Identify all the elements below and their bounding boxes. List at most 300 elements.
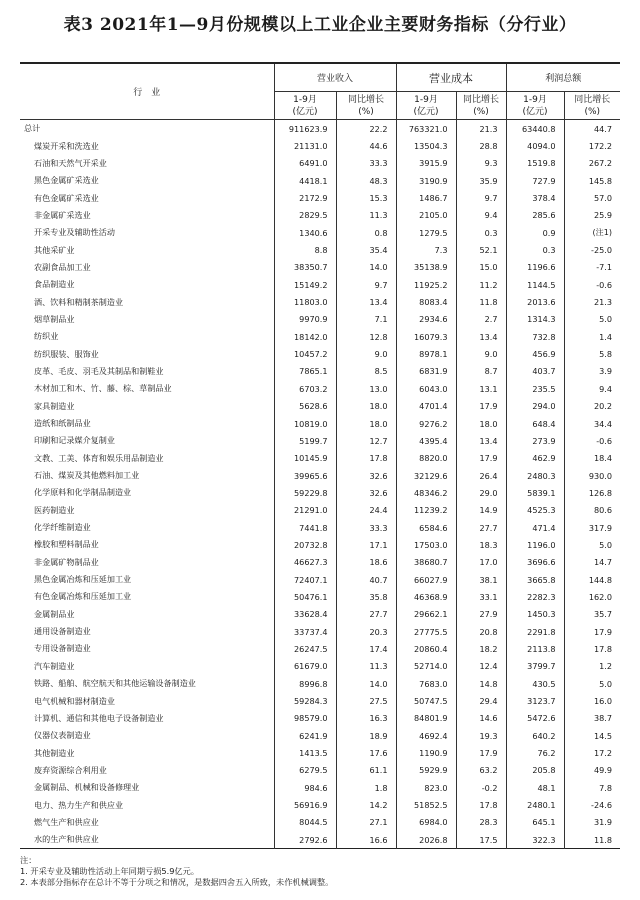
profit-value: 235.5 [506,380,564,397]
cost-value: 50747.5 [396,692,456,709]
cost-growth-value: 27.7 [456,519,506,536]
cost-value: 8978.1 [396,345,456,362]
cost-growth-value: 28.8 [456,137,506,154]
industry-name: 开采专业及辅助性活动 [34,227,115,238]
profit-growth-value: 5.8 [564,345,620,362]
industry-name: 纺织服装、服饰业 [34,348,99,359]
industry-name: 有色金属矿采选业 [34,192,99,203]
profit-value: 3665.8 [506,571,564,588]
revenue-growth-value: 35.8 [336,588,396,605]
profit-growth-value: 16.0 [564,692,620,709]
revenue-value: 61679.0 [274,658,336,675]
table-row [20,606,620,623]
cost-growth-value: 17.0 [456,554,506,571]
profit-growth-value: 21.3 [564,293,620,310]
table-row [20,502,620,519]
table-row [20,710,620,727]
revenue-amount-header: 1-9月 (亿元) [274,92,336,120]
industry-name: 水的生产和供应业 [34,834,99,845]
cost-growth-value: 9.7 [456,189,506,206]
profit-growth-value: 3.9 [564,363,620,380]
revenue-value: 6703.2 [274,380,336,397]
revenue-value: 26247.5 [274,640,336,657]
profit-growth-value: -7.1 [564,259,620,276]
cost-growth-value: 15.0 [456,259,506,276]
industry-column-header: 行 业 [133,88,161,98]
profit-growth-value: -0.6 [564,432,620,449]
table-row [20,796,620,813]
profit-value: 3799.7 [506,658,564,675]
revenue-growth-value: 16.3 [336,710,396,727]
cost-growth-value: 19.3 [456,727,506,744]
cost-growth-value: 18.2 [456,640,506,657]
cost-growth-value: 63.2 [456,762,506,779]
cost-growth-value: 12.4 [456,658,506,675]
profit-growth-value: 20.2 [564,398,620,415]
industry-name: 其他采矿业 [34,244,75,255]
profit-growth-value: 145.8 [564,172,620,189]
cost-value: 2934.6 [396,311,456,328]
profit-growth-value: 25.9 [564,207,620,224]
revenue-value: 46627.3 [274,554,336,571]
revenue-growth-value: 18.6 [336,554,396,571]
table-row [20,519,620,536]
cost-value: 1279.5 [396,224,456,241]
industry-name: 黑色金属矿采选业 [34,175,99,186]
profit-growth-value: 5.0 [564,311,620,328]
industry-name: 废弃资源综合利用业 [34,764,107,775]
industry-name: 皮革、毛皮、羽毛及其制品和制鞋业 [34,365,164,376]
profit-value: 0.3 [506,241,564,258]
cost-value: 48346.2 [396,484,456,501]
revenue-value: 38350.7 [274,259,336,276]
revenue-value: 11803.0 [274,293,336,310]
industry-name: 汽车制造业 [34,660,75,671]
profit-value: 322.3 [506,831,564,849]
revenue-value: 1413.5 [274,744,336,761]
revenue-value: 7441.8 [274,519,336,536]
cost-growth-value: 27.9 [456,606,506,623]
table-row [20,450,620,467]
revenue-value: 1340.6 [274,224,336,241]
revenue-growth-value: 17.4 [336,640,396,657]
table-row [20,363,620,380]
revenue-value: 8.8 [274,241,336,258]
cost-growth-value: 13.4 [456,328,506,345]
revenue-value: 39965.6 [274,467,336,484]
cost-value: 46368.9 [396,588,456,605]
cost-growth-value: 29.0 [456,484,506,501]
industry-name: 专用设备制造业 [34,643,91,654]
cost-growth-value: 17.9 [456,398,506,415]
profit-growth-value: -25.0 [564,241,620,258]
table-row [20,779,620,796]
industry-name: 通用设备制造业 [34,626,91,637]
revenue-value: 59229.8 [274,484,336,501]
revenue-value: 7865.1 [274,363,336,380]
cost-value: 17503.0 [396,536,456,553]
industry-name: 金属制品、机械和设备修理业 [34,782,140,793]
industry-name: 食品制造业 [34,279,75,290]
cost-growth-value: 26.4 [456,467,506,484]
cost-growth-value: 9.0 [456,345,506,362]
profit-value: 1314.3 [506,311,564,328]
profit-growth-value: 17.9 [564,623,620,640]
industry-name: 石油和天然气开采业 [34,157,107,168]
table-row [20,692,620,709]
cost-value: 51852.5 [396,796,456,813]
cost-growth-header: 同比增长 (%) [456,92,506,120]
cost-value: 1190.9 [396,744,456,761]
revenue-value: 5199.7 [274,432,336,449]
table-row [20,137,620,154]
profit-value: 76.2 [506,744,564,761]
cost-growth-value: 0.3 [456,224,506,241]
industry-name: 酒、饮料和精制茶制造业 [34,296,124,307]
cost-value: 7.3 [396,241,456,258]
revenue-growth-value: 17.1 [336,536,396,553]
profit-value: 732.8 [506,328,564,345]
revenue-growth-value: 17.6 [336,744,396,761]
revenue-growth-value: 9.0 [336,345,396,362]
revenue-growth-value: 13.0 [336,380,396,397]
cost-value: 6984.0 [396,814,456,831]
cost-value: 27775.5 [396,623,456,640]
revenue-growth-value: 16.6 [336,831,396,849]
profit-value: 2480.1 [506,796,564,813]
profit-growth-value: 1.2 [564,658,620,675]
cost-value: 32129.6 [396,467,456,484]
table-row [20,536,620,553]
profit-growth-value: 267.2 [564,155,620,172]
profit-group-header: 利润总额 [506,64,620,92]
industry-name: 化学原料和化学制品制造业 [34,487,132,498]
cost-value: 11925.2 [396,276,456,293]
cost-value: 66027.9 [396,571,456,588]
profit-growth-value: 7.8 [564,779,620,796]
profit-value: 727.9 [506,172,564,189]
profit-growth-value: 49.9 [564,762,620,779]
revenue-value: 2829.5 [274,207,336,224]
cost-value: 6831.9 [396,363,456,380]
industry-name: 金属制品业 [34,608,75,619]
industry-name: 烟草制品业 [34,313,75,324]
revenue-growth-value: 18.0 [336,415,396,432]
profit-value: 48.1 [506,779,564,796]
profit-growth-value: 11.8 [564,831,620,849]
profit-growth-value: 317.9 [564,519,620,536]
table-row [20,259,620,276]
table-row [20,658,620,675]
cost-value: 3190.9 [396,172,456,189]
table-row [20,432,620,449]
cost-growth-value: 9.3 [456,155,506,172]
industry-name: 有色金属冶炼和压延加工业 [34,591,132,602]
revenue-growth-value: 14.2 [336,796,396,813]
revenue-value: 4418.1 [274,172,336,189]
profit-value: 403.7 [506,363,564,380]
profit-value: 1519.8 [506,155,564,172]
revenue-value: 72407.1 [274,571,336,588]
cost-growth-value: 13.1 [456,380,506,397]
table-row [20,415,620,432]
cost-growth-value: 13.4 [456,432,506,449]
profit-growth-value: 1.4 [564,328,620,345]
footnotes [20,855,620,888]
cost-growth-value: 11.2 [456,276,506,293]
profit-value: 378.4 [506,189,564,206]
revenue-value: 2792.6 [274,831,336,849]
table-row [20,189,620,206]
profit-growth-value: 162.0 [564,588,620,605]
profit-value: 648.4 [506,415,564,432]
revenue-growth-value: 24.4 [336,502,396,519]
industry-name: 木材加工和木、竹、藤、棕、草制品业 [34,383,172,394]
industry-name: 农副食品加工业 [34,261,91,272]
profit-value: 4094.0 [506,137,564,154]
cost-value: 52714.0 [396,658,456,675]
cost-value: 38680.7 [396,554,456,571]
revenue-growth-value: 33.3 [336,155,396,172]
table-row [20,640,620,657]
profit-growth-value: 5.0 [564,675,620,692]
revenue-value: 21291.0 [274,502,336,519]
table-row [20,380,620,397]
industry-name: 造纸和纸制品业 [34,418,91,429]
table-body [20,120,620,849]
table-row [20,241,620,258]
table-header [20,63,620,120]
cost-value: 5929.9 [396,762,456,779]
table-row [20,588,620,605]
profit-growth-value: 38.7 [564,710,620,727]
profit-growth-value: 5.0 [564,536,620,553]
cost-value: 29662.1 [396,606,456,623]
profit-growth-value: 172.2 [564,137,620,154]
cost-growth-value: 9.4 [456,207,506,224]
profit-growth-header: 同比增长 (%) [564,92,620,120]
cost-value: 16079.3 [396,328,456,345]
profit-value: 471.4 [506,519,564,536]
table-title: 表3 2021年1—9月份规模以上工业企业主要财务指标（分行业） [63,15,577,35]
table-row [20,744,620,761]
table-row [20,467,620,484]
profit-growth-value: 34.4 [564,415,620,432]
table-row [20,814,620,831]
revenue-value: 984.6 [274,779,336,796]
revenue-growth-value: 32.6 [336,467,396,484]
profit-growth-value: 14.5 [564,727,620,744]
profit-growth-value: -24.6 [564,796,620,813]
cost-value: 9276.2 [396,415,456,432]
table-row [20,276,620,293]
cost-growth-value: 17.8 [456,796,506,813]
revenue-growth-value: 48.3 [336,172,396,189]
cost-growth-value: -0.2 [456,779,506,796]
cost-growth-value: 29.4 [456,692,506,709]
profit-value: 63440.8 [506,120,564,137]
profit-value: 0.9 [506,224,564,241]
cost-value: 1486.7 [396,189,456,206]
revenue-value: 6279.5 [274,762,336,779]
industry-name: 石油、煤炭及其他燃料加工业 [34,470,140,481]
revenue-growth-value: 14.0 [336,259,396,276]
cost-value: 3915.9 [396,155,456,172]
revenue-growth-value: 61.1 [336,762,396,779]
revenue-growth-value: 13.4 [336,293,396,310]
profit-value: 5839.1 [506,484,564,501]
profit-growth-value: 80.6 [564,502,620,519]
revenue-growth-value: 9.7 [336,276,396,293]
profit-growth-value: 18.4 [564,450,620,467]
revenue-value: 10145.9 [274,450,336,467]
revenue-value: 8044.5 [274,814,336,831]
table-row [20,311,620,328]
table-row [20,484,620,501]
industry-name: 仪器仪表制造业 [34,730,91,741]
table-row [20,831,620,849]
industry-name: 文教、工美、体育和娱乐用品制造业 [34,452,164,463]
profit-value: 3696.6 [506,554,564,571]
profit-value: 1196.6 [506,259,564,276]
revenue-growth-value: 35.4 [336,241,396,258]
profit-growth-value: (注1) [564,224,620,241]
footnote-2: 2. 本表部分指标存在总计不等于分项之和情况，是数据四舍五入所致，未作机械调整。 [20,877,334,887]
profit-value: 4525.3 [506,502,564,519]
cost-value: 8083.4 [396,293,456,310]
industry-name: 煤炭开采和洗选业 [34,140,99,151]
cost-value: 13504.3 [396,137,456,154]
table-row [20,155,620,172]
industry-name: 化学纤维制造业 [34,522,91,533]
profit-growth-value: -0.6 [564,276,620,293]
revenue-growth-value: 7.1 [336,311,396,328]
profit-growth-value: 57.0 [564,189,620,206]
cost-growth-value: 17.5 [456,831,506,849]
profit-growth-value: 44.7 [564,120,620,137]
revenue-growth-value: 14.0 [336,675,396,692]
cost-value: 35138.9 [396,259,456,276]
revenue-growth-value: 32.6 [336,484,396,501]
cost-growth-value: 14.8 [456,675,506,692]
revenue-value: 98579.0 [274,710,336,727]
cost-value: 2026.8 [396,831,456,849]
revenue-growth-value: 27.1 [336,814,396,831]
cost-value: 4692.4 [396,727,456,744]
revenue-value: 59284.3 [274,692,336,709]
table-row [20,293,620,310]
profit-growth-value: 930.0 [564,467,620,484]
profit-growth-value: 9.4 [564,380,620,397]
revenue-value: 10457.2 [274,345,336,362]
cost-value: 4395.4 [396,432,456,449]
profit-value: 205.8 [506,762,564,779]
industry-name: 电气机械和器材制造业 [34,695,115,706]
revenue-growth-value: 20.3 [336,623,396,640]
cost-value: 6584.6 [396,519,456,536]
revenue-value: 50476.1 [274,588,336,605]
revenue-growth-value: 18.9 [336,727,396,744]
table-row [20,345,620,362]
profit-value: 294.0 [506,398,564,415]
profit-value: 2282.3 [506,588,564,605]
cost-value: 823.0 [396,779,456,796]
table-row [20,224,620,241]
table-row [20,554,620,571]
profit-growth-value: 14.7 [564,554,620,571]
revenue-growth-value: 33.3 [336,519,396,536]
industry-name: 非金属矿采选业 [34,209,91,220]
revenue-value: 6491.0 [274,155,336,172]
total-row [20,120,620,137]
revenue-growth-value: 12.8 [336,328,396,345]
industry-name: 纺织业 [34,331,59,342]
cost-value: 8820.0 [396,450,456,467]
industry-name: 医药制造业 [34,504,75,515]
profit-value: 1196.0 [506,536,564,553]
industry-name: 总计 [24,123,41,134]
table-row [20,762,620,779]
revenue-growth-value: 11.3 [336,658,396,675]
industry-name: 燃气生产和供应业 [34,816,99,827]
revenue-growth-value: 44.6 [336,137,396,154]
table-row [20,328,620,345]
footnote-1: 1. 开采专业及辅助性活动上年同期亏损5.9亿元。 [20,866,199,876]
revenue-growth-value: 40.7 [336,571,396,588]
revenue-growth-value: 0.8 [336,224,396,241]
cost-growth-value: 18.0 [456,415,506,432]
industry-name: 电力、热力生产和供应业 [34,799,124,810]
revenue-value: 2172.9 [274,189,336,206]
revenue-growth-value: 15.3 [336,189,396,206]
industry-name: 家具制造业 [34,400,75,411]
cost-growth-value: 14.9 [456,502,506,519]
profit-value: 645.1 [506,814,564,831]
cost-growth-value: 21.3 [456,120,506,137]
profit-growth-value: 31.9 [564,814,620,831]
revenue-value: 21131.0 [274,137,336,154]
cost-growth-value: 8.7 [456,363,506,380]
profit-value: 2291.8 [506,623,564,640]
profit-value: 640.2 [506,727,564,744]
cost-growth-value: 14.6 [456,710,506,727]
cost-growth-value: 38.1 [456,571,506,588]
profit-value: 2013.6 [506,293,564,310]
revenue-group-header: 营业收入 [274,64,396,92]
revenue-growth-value: 1.8 [336,779,396,796]
profit-value: 1144.5 [506,276,564,293]
cost-growth-value: 20.8 [456,623,506,640]
table-row [20,398,620,415]
revenue-growth-value: 22.2 [336,120,396,137]
revenue-value: 8996.8 [274,675,336,692]
revenue-value: 18142.0 [274,328,336,345]
industry-name: 非金属矿物制品业 [34,556,99,567]
profit-growth-value: 126.8 [564,484,620,501]
profit-value: 273.9 [506,432,564,449]
profit-value: 456.9 [506,345,564,362]
table-row [20,623,620,640]
table-row [20,172,620,189]
industry-name: 印刷和记录媒介复制业 [34,435,115,446]
industry-name: 橡胶和塑料制品业 [34,539,99,550]
revenue-value: 9970.9 [274,311,336,328]
cost-value: 4701.4 [396,398,456,415]
revenue-value: 20732.8 [274,536,336,553]
industry-name: 计算机、通信和其他电子设备制造业 [34,712,164,723]
profit-value: 430.5 [506,675,564,692]
profit-growth-value: 35.7 [564,606,620,623]
